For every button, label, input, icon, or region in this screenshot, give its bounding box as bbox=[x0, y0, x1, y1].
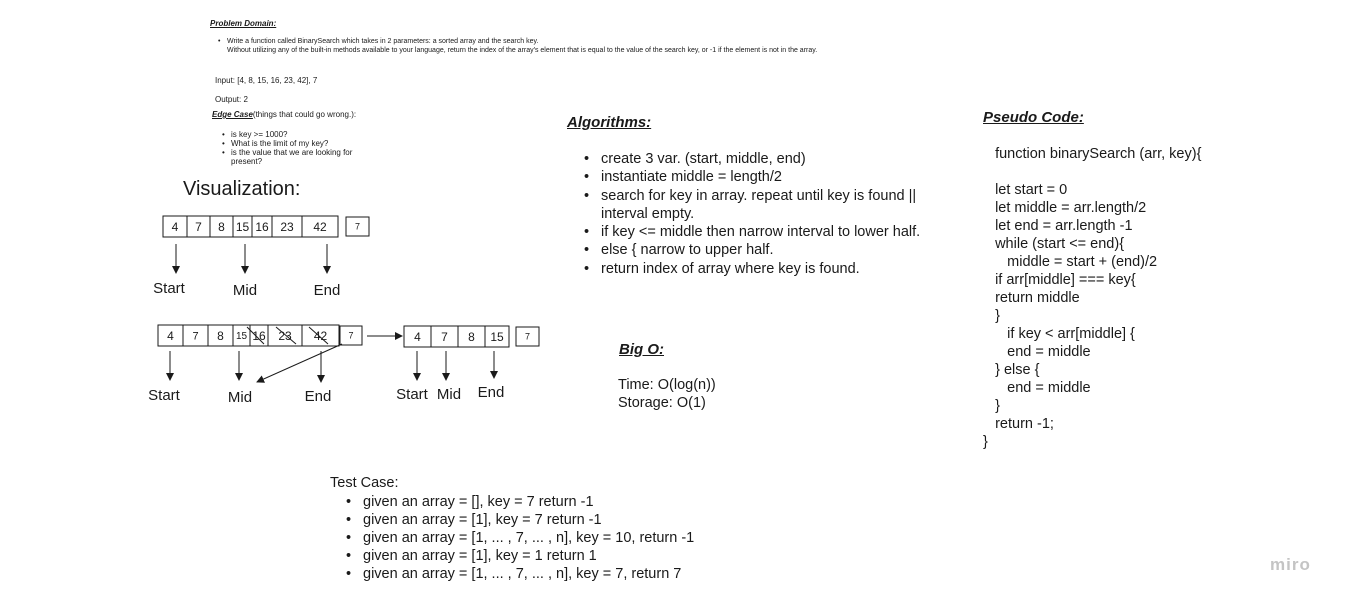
problem-output: Output: 2 bbox=[215, 95, 248, 104]
pseudo-code-line: let start = 0 bbox=[983, 182, 1068, 198]
test-case-item: • given an array = [1, ... , 7, ... , n], key = 7, return 7 bbox=[346, 565, 694, 583]
big-o-time: Time: O(log(n)) bbox=[618, 377, 716, 393]
algorithm-step: • return index of array where key is found. bbox=[584, 260, 920, 278]
problem-domain-heading: Problem Domain: bbox=[210, 19, 277, 28]
row1-cell: 7 bbox=[195, 219, 202, 234]
visualization-layer bbox=[148, 216, 539, 406]
row2-cell: 8 bbox=[217, 328, 224, 343]
algorithms-title: Algorithms: bbox=[567, 114, 652, 131]
algorithm-step: • else { narrow to upper half. bbox=[584, 241, 920, 259]
pseudo-code-line: let middle = arr.length/2 bbox=[983, 200, 1147, 216]
row2-end-label: End bbox=[304, 388, 332, 405]
pseudo-code-line: } bbox=[983, 434, 988, 450]
row3-mid-label: Mid bbox=[436, 386, 462, 403]
visualization-title: Visualization: bbox=[183, 178, 301, 200]
row1-cell: 16 bbox=[255, 219, 269, 234]
row2-key: 7 bbox=[348, 330, 354, 341]
row2-cell: 23 bbox=[278, 328, 292, 343]
row1-mid-label: Mid bbox=[232, 282, 258, 299]
row1-key: 7 bbox=[354, 221, 361, 232]
row2-cell: 16 bbox=[252, 328, 266, 343]
algorithm-step: • if key <= middle then narrow interval to lower half. bbox=[584, 223, 920, 241]
big-o-title: Big O: bbox=[619, 341, 664, 358]
row2-mid-label: Mid bbox=[227, 389, 253, 406]
row3-cell: 8 bbox=[468, 329, 475, 344]
pseudo-code-line: middle = start + (end)/2 bbox=[983, 254, 1158, 270]
pseudo-code-title: Pseudo Code: bbox=[983, 109, 1084, 126]
pseudo-code-line: end = middle bbox=[983, 380, 1091, 396]
row3-start-label: Start bbox=[396, 386, 428, 403]
row1-end-label: End bbox=[313, 282, 341, 299]
edge-case-heading-label: Edge Case bbox=[212, 110, 253, 119]
pseudo-code-line: while (start <= end){ bbox=[983, 236, 1125, 252]
row2-diagonal-arrow bbox=[257, 344, 342, 382]
pseudo-code-line: return middle bbox=[983, 290, 1080, 306]
row1-cell: 42 bbox=[313, 219, 327, 234]
row1-cell: 23 bbox=[280, 219, 294, 234]
row3-end-label: End bbox=[477, 384, 505, 401]
row2-cell: 42 bbox=[313, 328, 328, 343]
pseudo-code-line: function binarySearch (arr, key){ bbox=[983, 146, 1202, 162]
row2-cell: 4 bbox=[167, 328, 174, 343]
test-case-title: Test Case: bbox=[330, 475, 399, 491]
pseudo-code-line: if key < arr[middle] { bbox=[983, 326, 1135, 342]
miro-logo: miro bbox=[1270, 555, 1311, 574]
row2-cell: 15 bbox=[235, 331, 248, 343]
row1-start-label: Start bbox=[153, 280, 185, 297]
test-case-item: • given an array = [1], key = 1 return 1 bbox=[346, 547, 694, 565]
row3-cell: 15 bbox=[490, 329, 504, 344]
pseudo-code-line: } bbox=[983, 308, 1000, 324]
test-case-item: • given an array = [], key = 7 return -1 bbox=[346, 493, 694, 511]
problem-input: Input: [4, 8, 15, 16, 23, 42], 7 bbox=[215, 76, 318, 85]
row2-cell: 7 bbox=[192, 330, 199, 343]
edge-case-item: • is key >= 1000? bbox=[222, 130, 352, 139]
problem-domain-line-continued: Without utilizing any of the built-in methods available to your language, return the index of the array's element that is equal to the value of the search key, or -1 if the element is not in the array. bbox=[227, 46, 818, 54]
algorithm-step: • instantiate middle = length/2 bbox=[584, 168, 920, 186]
algorithm-step: • create 3 var. (start, middle, end) bbox=[584, 150, 920, 168]
row1-cell: 8 bbox=[218, 219, 225, 234]
edge-case-heading-suffix: (things that could go wrong.): bbox=[252, 110, 357, 119]
pseudo-code-line: } else { bbox=[983, 362, 1040, 378]
edge-case-item: • What is the limit of my key? bbox=[222, 139, 352, 148]
row1-cell: 15 bbox=[235, 219, 250, 234]
row1-cell: 4 bbox=[171, 219, 179, 234]
big-o-storage: Storage: O(1) bbox=[618, 395, 706, 411]
problem-domain-line: • Write a function called BinarySearch which takes in 2 parameters: a sorted array and the search key. bbox=[218, 38, 817, 47]
pseudo-code-line: end = middle bbox=[983, 344, 1091, 360]
row3-key: 7 bbox=[524, 331, 531, 342]
row1-frame bbox=[163, 216, 338, 237]
edge-case-item-continued: present? bbox=[231, 157, 263, 166]
pseudo-code-line: return -1; bbox=[983, 416, 1054, 432]
row2-start-label: Start bbox=[148, 387, 180, 404]
row3-cell: 4 bbox=[414, 329, 421, 344]
pseudo-code-line: } bbox=[983, 398, 1000, 414]
pseudo-code-line: let end = arr.length -1 bbox=[983, 218, 1133, 234]
row3-cell: 7 bbox=[441, 329, 448, 344]
test-case-item: • given an array = [1], key = 7 return -1 bbox=[346, 511, 694, 529]
edge-case-item: • is the value that we are looking for bbox=[222, 148, 352, 157]
algorithm-step: • search for key in array. repeat until key is found || bbox=[584, 187, 920, 205]
test-case-item: • given an array = [1, ... , 7, ... , n], key = 10, return -1 bbox=[346, 529, 694, 547]
algorithm-step-continued: interval empty. bbox=[601, 205, 695, 222]
pseudo-code-line: if arr[middle] === key{ bbox=[983, 272, 1136, 288]
